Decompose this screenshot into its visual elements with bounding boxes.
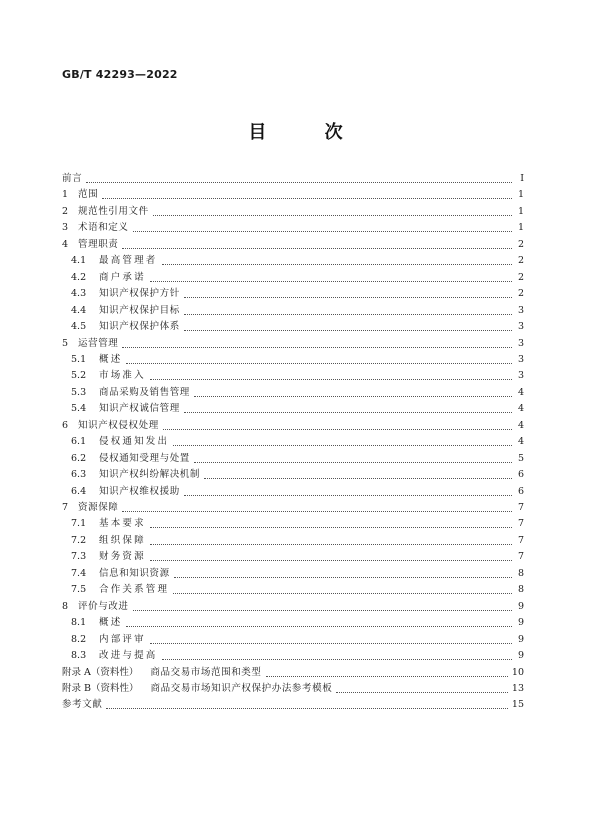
toc-dot-leader — [173, 445, 512, 446]
toc-entry[interactable] — [62, 235, 524, 251]
toc-entry-page: 4 — [517, 436, 524, 448]
toc-entry-page: 2 — [517, 271, 524, 283]
toc-entry-title: 商品交易市场范围和类型 — [150, 666, 262, 678]
toc-entry-number: 8.2 — [71, 633, 87, 645]
toc-dot-leader — [184, 412, 512, 413]
toc-dot-leader — [102, 198, 512, 199]
toc-entry-number: 7.2 — [71, 534, 87, 546]
toc-entry[interactable] — [62, 416, 524, 432]
toc-entry-number: 7.3 — [71, 551, 87, 563]
toc-entry-title: 知识产权侵权处理 — [78, 419, 159, 431]
toc-dot-leader — [133, 231, 512, 232]
toc-entry[interactable] — [62, 366, 524, 382]
toc-entry[interactable] — [62, 465, 524, 481]
toc-entry-page: 9 — [517, 650, 524, 662]
toc-entry-number: 4.5 — [71, 321, 87, 333]
toc-dot-leader — [184, 495, 512, 496]
toc-entry-page: 4 — [517, 386, 524, 398]
toc-entry-page: 9 — [517, 600, 524, 612]
toc-entry-page: 3 — [517, 337, 524, 349]
toc-entry-number: 7 — [62, 502, 69, 513]
toc-dot-leader — [162, 264, 512, 265]
toc-entry-number: 2 — [62, 205, 69, 217]
page-title: 目 次 — [248, 122, 369, 143]
toc-entry-number: 4.2 — [71, 271, 87, 283]
toc-dot-leader — [184, 297, 512, 298]
toc-dot-leader — [126, 626, 512, 627]
standard-code: GB/T 42293—2022 — [62, 68, 178, 81]
toc-entry-page: 13 — [511, 682, 524, 694]
toc-entry-title: 最高管理者 — [99, 255, 158, 267]
toc-entry-title: 管理职责 — [78, 238, 119, 250]
toc-entry[interactable] — [62, 482, 524, 498]
toc-entry-title: 商户承诺 — [99, 271, 146, 283]
toc-dot-leader — [133, 610, 512, 611]
toc-entry[interactable] — [62, 251, 524, 267]
toc-dot-leader — [122, 511, 512, 512]
toc-entry-number: 附录 A（资料性） — [62, 666, 139, 678]
toc-dot-leader — [86, 182, 512, 183]
toc-entry[interactable] — [62, 564, 524, 580]
toc-entry[interactable] — [62, 695, 524, 711]
toc-entry-title: 信息和知识资源 — [99, 567, 170, 579]
toc-entry-number: 4 — [62, 238, 69, 250]
toc-entry-number: 7.5 — [71, 584, 87, 596]
toc-entry-title: 知识产权保护方针 — [99, 288, 180, 300]
toc-entry-number: 7.1 — [71, 518, 87, 530]
toc-entry-title: 知识产权纠纷解决机制 — [99, 469, 201, 481]
toc-entry-title: 知识产权保护体系 — [99, 321, 180, 333]
toc-entry-page: 1 — [517, 189, 524, 201]
toc-entry-page: 8 — [517, 567, 524, 579]
toc-entry-title: 评价与改进 — [78, 600, 129, 612]
toc-entry-title: 内部评审 — [99, 633, 146, 645]
toc-dot-leader — [266, 676, 508, 677]
toc-dot-leader — [150, 643, 512, 644]
toc-dot-leader — [150, 527, 512, 528]
toc-entry-number: 附录 B（资料性） — [62, 682, 139, 694]
toc-entry[interactable] — [62, 383, 524, 399]
toc-entry-number: 4.3 — [71, 288, 87, 300]
toc-entry-number: 5.3 — [71, 386, 87, 398]
toc-entry-page: 4 — [517, 403, 524, 415]
toc-entry-title: 知识产权保护目标 — [99, 304, 180, 316]
toc-entry[interactable] — [62, 679, 524, 695]
toc-entry[interactable] — [62, 399, 524, 415]
toc-entry-page: 3 — [517, 304, 524, 316]
toc-entry-title: 规范性引用文件 — [78, 205, 149, 217]
toc-entry[interactable] — [62, 317, 524, 333]
toc-entry-title: 商品采购及销售管理 — [99, 386, 190, 398]
toc-entry-page: 3 — [517, 321, 524, 333]
toc-entry-page: 7 — [517, 502, 524, 513]
toc-entry[interactable] — [62, 580, 524, 596]
toc-dot-leader — [150, 560, 512, 561]
toc-entry[interactable] — [62, 334, 524, 350]
toc-entry-title: 知识产权诚信管理 — [99, 403, 180, 415]
toc-entry-page: 10 — [511, 666, 524, 678]
toc-entry-page: 9 — [517, 633, 524, 645]
toc-entry-page: 4 — [517, 419, 524, 431]
toc-entry-title: 财务资源 — [99, 551, 146, 563]
toc-entry[interactable] — [62, 218, 524, 234]
toc-dot-leader — [204, 478, 512, 479]
toc-entry[interactable] — [62, 268, 524, 284]
toc-dot-leader — [336, 692, 508, 693]
toc-entry-number: 8.3 — [71, 650, 87, 662]
toc-entry-title: 市场准入 — [99, 370, 146, 382]
toc-entry-page: 2 — [517, 288, 524, 300]
toc-entry-title: 概述 — [99, 353, 123, 365]
toc-entry-page: 9 — [517, 617, 524, 629]
toc-entry-number: 4.1 — [71, 255, 87, 267]
toc-entry-title: 运营管理 — [78, 337, 119, 349]
toc-entry-page: 7 — [517, 551, 524, 563]
toc-entry[interactable] — [62, 169, 524, 185]
toc-dot-leader — [153, 215, 512, 216]
toc-entry-page: 7 — [517, 534, 524, 546]
toc-entry-title: 参考文献 — [62, 699, 103, 711]
toc-dot-leader — [174, 577, 512, 578]
toc-dot-leader — [126, 363, 512, 364]
toc-entry-title: 资源保障 — [78, 502, 119, 513]
toc-dot-leader — [163, 429, 512, 430]
toc-entry-page: 1 — [517, 222, 524, 234]
toc-entry-number: 5 — [62, 337, 69, 349]
toc-dot-leader — [162, 659, 512, 660]
toc-entry[interactable] — [62, 646, 524, 662]
toc-entry-page: 3 — [517, 353, 524, 365]
toc-entry[interactable] — [62, 630, 524, 646]
toc-entry[interactable] — [62, 498, 524, 514]
toc-entry-number: 6.2 — [71, 452, 87, 464]
toc-entry-number: 6 — [62, 419, 69, 431]
toc-entry-number: 7.4 — [71, 567, 87, 579]
toc-entry-title: 商品交易市场知识产权保护办法参考模板 — [150, 682, 333, 694]
toc-entry-title: 合作关系管理 — [99, 584, 170, 596]
toc-entry-title: 知识产权维权援助 — [99, 485, 180, 497]
toc-dot-leader — [194, 462, 512, 463]
toc-entry-number: 8.1 — [71, 617, 87, 629]
toc-entry-number: 5.1 — [71, 353, 87, 365]
toc-entry-number: 6.4 — [71, 485, 87, 497]
toc-entry-title: 侵权通知发出 — [99, 436, 170, 448]
toc-entry[interactable] — [62, 449, 524, 465]
toc-entry[interactable] — [62, 547, 524, 563]
toc-entry[interactable] — [62, 185, 524, 201]
toc-entry-title: 组织保障 — [99, 534, 146, 546]
toc-entry[interactable] — [62, 301, 524, 317]
toc-dot-leader — [122, 347, 512, 348]
toc-entry-page: 8 — [517, 584, 524, 596]
toc-entry-title: 基本要求 — [99, 518, 146, 530]
toc-dot-leader — [150, 281, 512, 282]
toc-entry[interactable] — [62, 350, 524, 366]
toc-entry-number: 8 — [62, 600, 69, 612]
toc-entry[interactable] — [62, 597, 524, 613]
toc-dot-leader — [194, 396, 512, 397]
toc-entry-page: 1 — [517, 205, 524, 217]
toc-entry[interactable] — [62, 432, 524, 448]
toc-entry-page: 3 — [517, 370, 524, 382]
toc-dot-leader — [173, 593, 512, 594]
toc-entry-number: 1 — [62, 189, 69, 201]
toc-dot-leader — [122, 248, 512, 249]
toc-dot-leader — [150, 544, 512, 545]
toc-entry-page: 5 — [517, 452, 524, 464]
toc-entry-number: 5.2 — [71, 370, 87, 382]
toc-entry[interactable] — [62, 514, 524, 530]
toc-entry[interactable] — [62, 663, 524, 679]
toc-entry-number: 3 — [62, 222, 69, 234]
toc-entry-title: 前言 — [62, 173, 83, 184]
toc-entry-page: 6 — [517, 469, 524, 481]
toc-entry-title: 概述 — [99, 617, 123, 629]
toc-dot-leader — [150, 379, 512, 380]
toc-entry-number: 6.3 — [71, 469, 87, 481]
toc-entry[interactable] — [62, 613, 524, 629]
toc-entry-page: 15 — [511, 699, 524, 711]
toc-entry-number: 5.4 — [71, 403, 87, 415]
toc-entry-page: I — [520, 173, 524, 184]
toc-dot-leader — [184, 314, 512, 315]
toc-entry-page: 7 — [517, 518, 524, 530]
toc-entry-title: 术语和定义 — [78, 222, 129, 234]
toc-entry-number: 6.1 — [71, 436, 87, 448]
toc-entry-title: 改进与提高 — [99, 650, 158, 662]
toc-entry[interactable] — [62, 202, 524, 218]
toc-dot-leader — [106, 708, 508, 709]
toc-entry-number: 4.4 — [71, 304, 87, 316]
toc-entry-page: 6 — [517, 485, 524, 497]
toc-entry-page: 2 — [517, 238, 524, 250]
toc-entry-page: 2 — [517, 255, 524, 267]
toc-entry-title: 侵权通知受理与处置 — [99, 452, 190, 464]
toc-dot-leader — [184, 330, 512, 331]
toc-entry[interactable] — [62, 284, 524, 300]
toc-entry[interactable] — [62, 531, 524, 547]
toc-entry-title: 范围 — [78, 189, 99, 201]
